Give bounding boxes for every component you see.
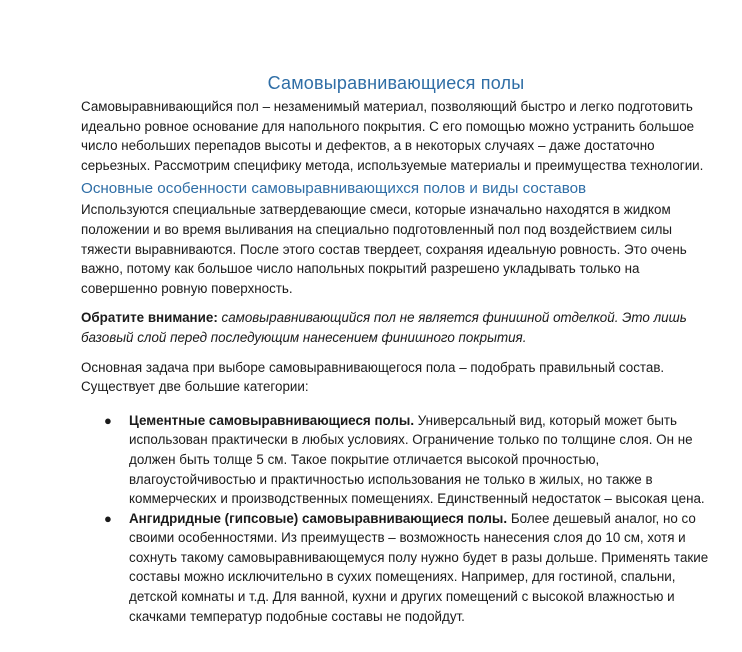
document-title: Самовыравнивающиеся полы — [267, 73, 525, 93]
list-item-title: Ангидридные (гипсовые) самовыравнивающиеся полы. — [129, 510, 508, 526]
categories-list — [81, 411, 711, 627]
section-heading: Основные особенности самовыравнивающихся полов и виды составов — [81, 180, 587, 198]
note-text: самовыравнивающийся пол не является финишной отделкой. Это лишь базовый слой перед последующим нанесением финишного покрытия. — [81, 310, 687, 345]
list-item-text: Универсальный вид, который может быть использован практически в любых условиях. Ограничение только по толщине слоя. Он не должен быть толще 5 см. Такое покрытие отличается высокой прочностью, влагоустойчивостью и практичностью использования не только в жилых, но также в коммерческих и производственных помещениях. Единственный недостаток – высокая цена. — [129, 412, 705, 507]
task-paragraph: Основная задача при выборе самовыравнивающегося пола – подобрать правильный состав. Существует две большие категории: — [81, 359, 665, 395]
intro-paragraph: Самовыравнивающийся пол – незаменимый материал, позволяющий быстро и легко подготовить идеально ровное основание для напольного покрытия. С его помощью можно устранить большое число небольших перепадов высоты и дефектов, а в некоторых случаях – даже достаточно серьезных. Рассмотрим специфику метода, используемые материалы и преимущества технологии. — [81, 99, 704, 173]
list-item-anhydrite — [81, 509, 711, 627]
list-item-text: Более дешевый аналог, но со своими особенностями. Из преимуществ – возможность нанесения слоя до 10 см, хотя и сохнуть такому самовыравнивающемуся полу нужно будет в разы дольше. Применять такие составы можно исключительно в сухих помещениях. Например, для гостиной, спальни, детской комнаты и т.д. Для ванной, кухни и других помещений с высокой влажностью и скачками температур подобные составы не подойдут. — [129, 510, 709, 624]
list-item-title: Цементные самовыравнивающиеся полы. — [129, 412, 415, 428]
note-paragraph — [81, 308, 711, 347]
document-page — [81, 72, 711, 626]
list-item-cement — [81, 411, 711, 509]
bullet-icon: ● — [104, 510, 112, 526]
note-label: Обратите внимание: — [81, 310, 218, 326]
section-paragraph: Используются специальные затвердевающие смеси, которые изначально находятся в жидком положении и во время выливания на специально подготовленный пол под воздействием силы тяжести выравниваются. После этого состав твердеет, сохраняя идеальную ровность. Это очень важно, потому как большое число напольных покрытий разрешено укладывать только на совершенно ровную поверхность. — [81, 202, 687, 296]
bullet-icon: ● — [104, 412, 112, 428]
